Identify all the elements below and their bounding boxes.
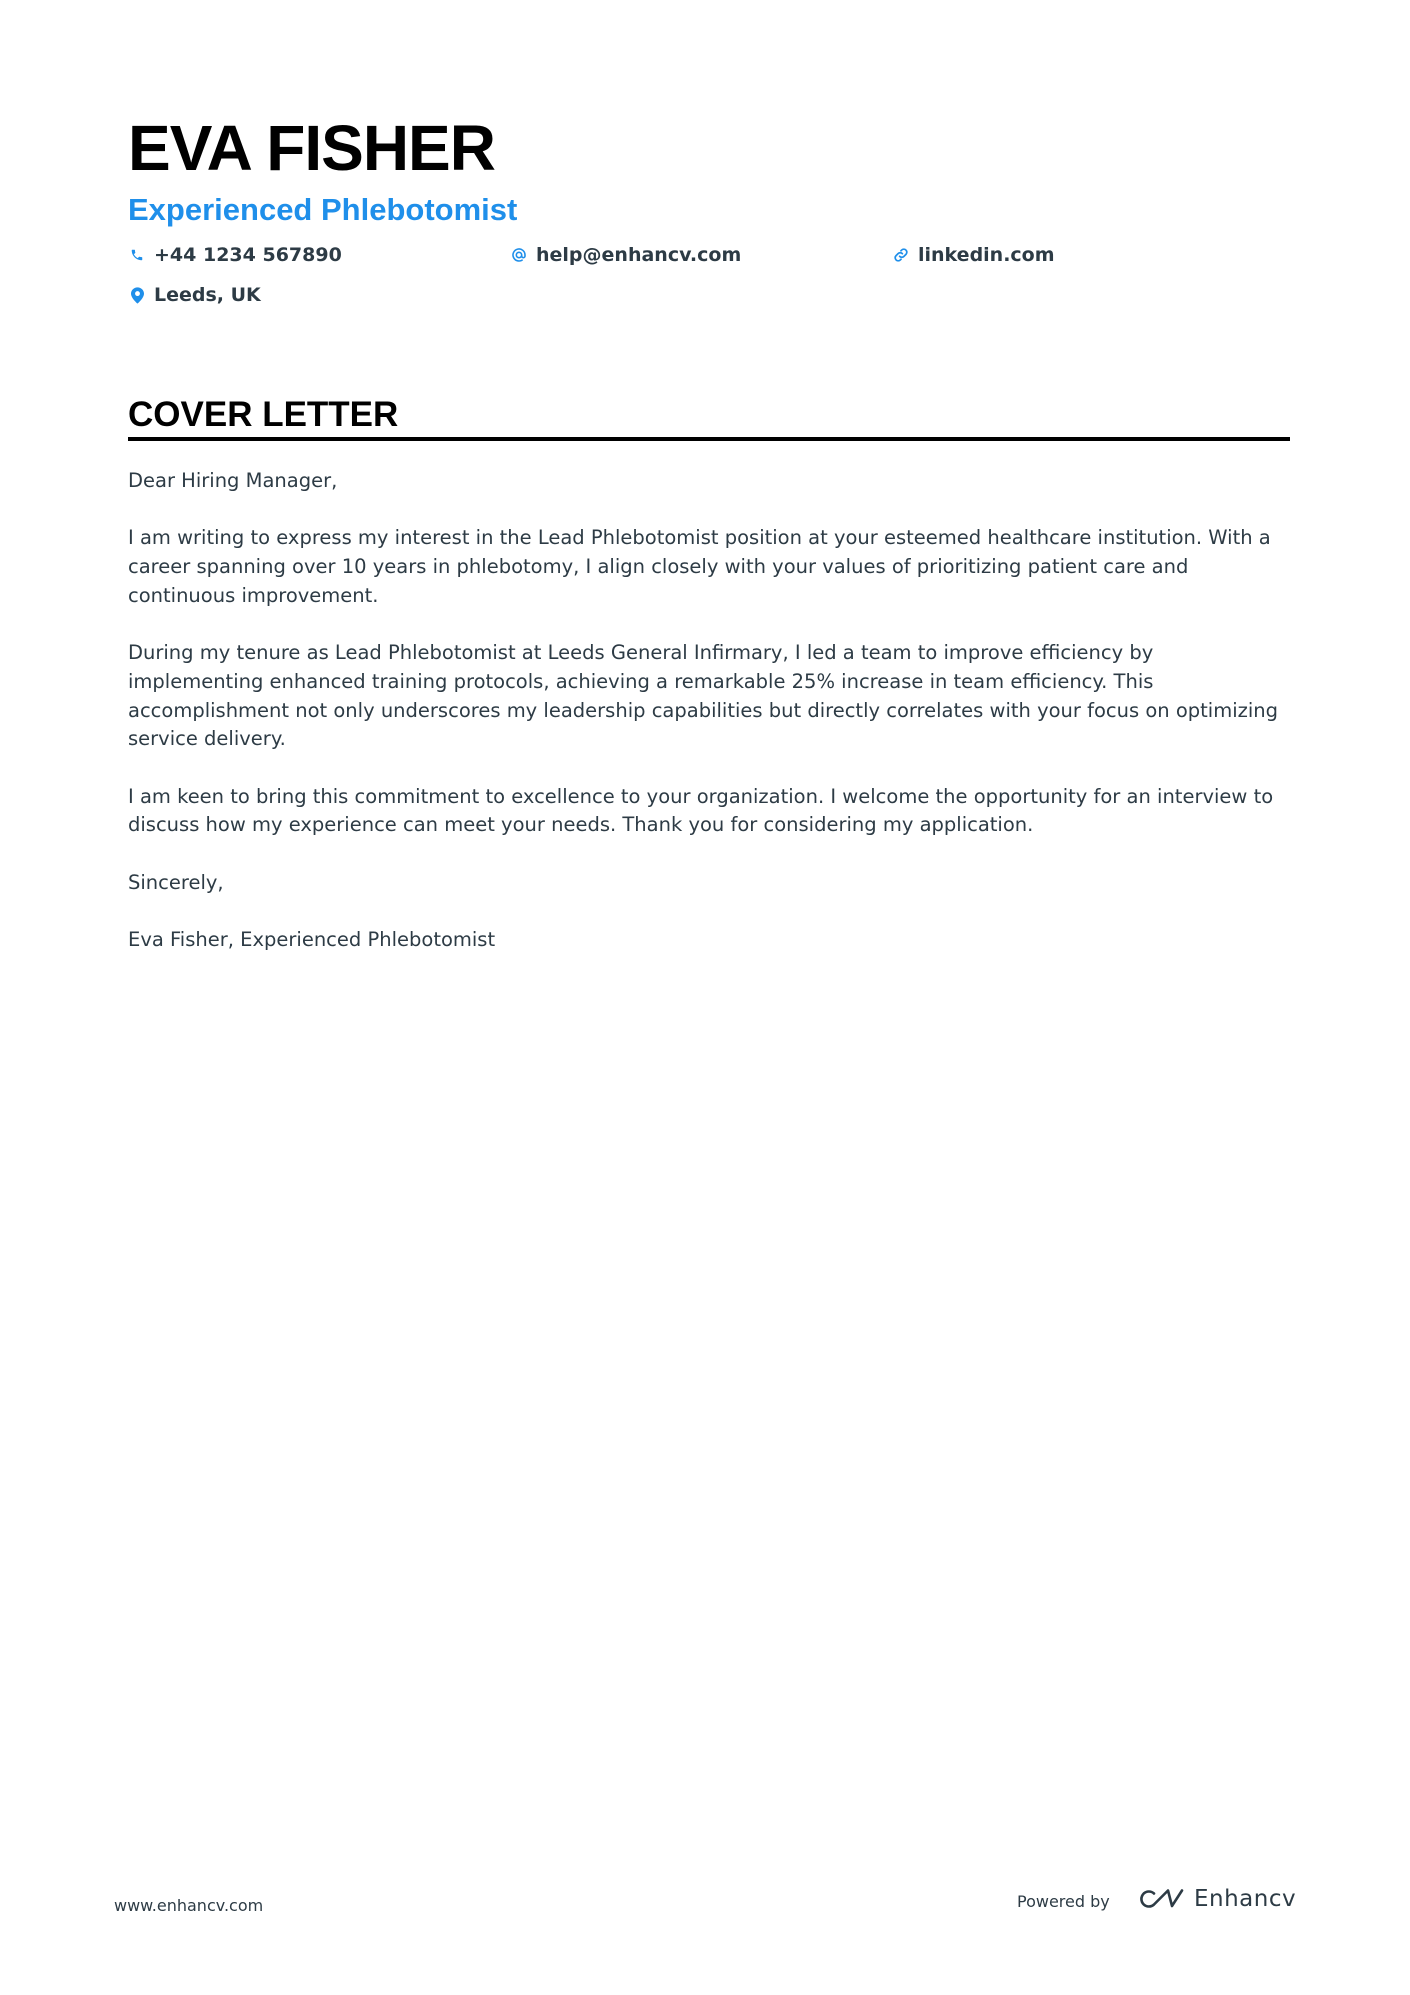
phone-icon: [128, 245, 146, 265]
footer-brand[interactable]: [1138, 1884, 1296, 1914]
link-icon: [892, 245, 910, 265]
candidate-title: Experienced Phlebotomist: [128, 192, 518, 227]
letter-body: [128, 467, 1293, 984]
contact-phone[interactable]: [128, 242, 342, 268]
contact-location-text: Leeds, UK: [154, 284, 261, 306]
contact-email[interactable]: [510, 242, 741, 268]
letter-paragraph-2: During my tenure as Lead Phlebotomist at Leeds General Infirmary, I led a team to improve efficiency by implementing enhanced training protocols, achieving a remarkable 25% increase in team efficiency. This accomplishment not only underscores my leadership capabilities but directly correlates with your focus on optimizing service delivery.: [128, 641, 1279, 751]
contact-website-text: linkedin.com: [918, 244, 1055, 266]
contact-location: [128, 282, 261, 308]
footer-brand-name: Enhancv: [1194, 1886, 1297, 1912]
at-icon: [510, 245, 528, 265]
footer-powered-by: Powered by: [1017, 1892, 1110, 1911]
map-pin-icon: [128, 285, 146, 305]
section-title: COVER LETTER: [128, 395, 399, 434]
letter-signature: Eva Fisher, Experienced Phlebotomist: [128, 928, 496, 952]
section-divider: [128, 437, 1290, 441]
enhancv-logo-icon: [1138, 1884, 1186, 1914]
contact-email-text: help@enhancv.com: [536, 244, 742, 266]
footer-website-link[interactable]: www.enhancv.com: [114, 1896, 264, 1915]
letter-paragraph-3: I am keen to bring this commitment to excellence to your organization. I welcome the opportunity for an interview to discuss how my experience can meet your needs. Thank you for considering my application.: [128, 784, 1274, 837]
letter-closing: Sincerely,: [128, 870, 224, 894]
candidate-name: EVA FISHER: [128, 112, 495, 184]
contact-website[interactable]: [892, 242, 1055, 268]
letter-greeting: Dear Hiring Manager,: [128, 469, 338, 492]
letter-paragraph-1: I am writing to express my interest in the Lead Phlebotomist position at your esteemed healthcare institution. With a career spanning over 10 years in phlebotomy, I align closely with your values of prioritizing patient care and continuous improvement.: [128, 526, 1271, 607]
contact-phone-text: +44 1234 567890: [154, 244, 342, 266]
